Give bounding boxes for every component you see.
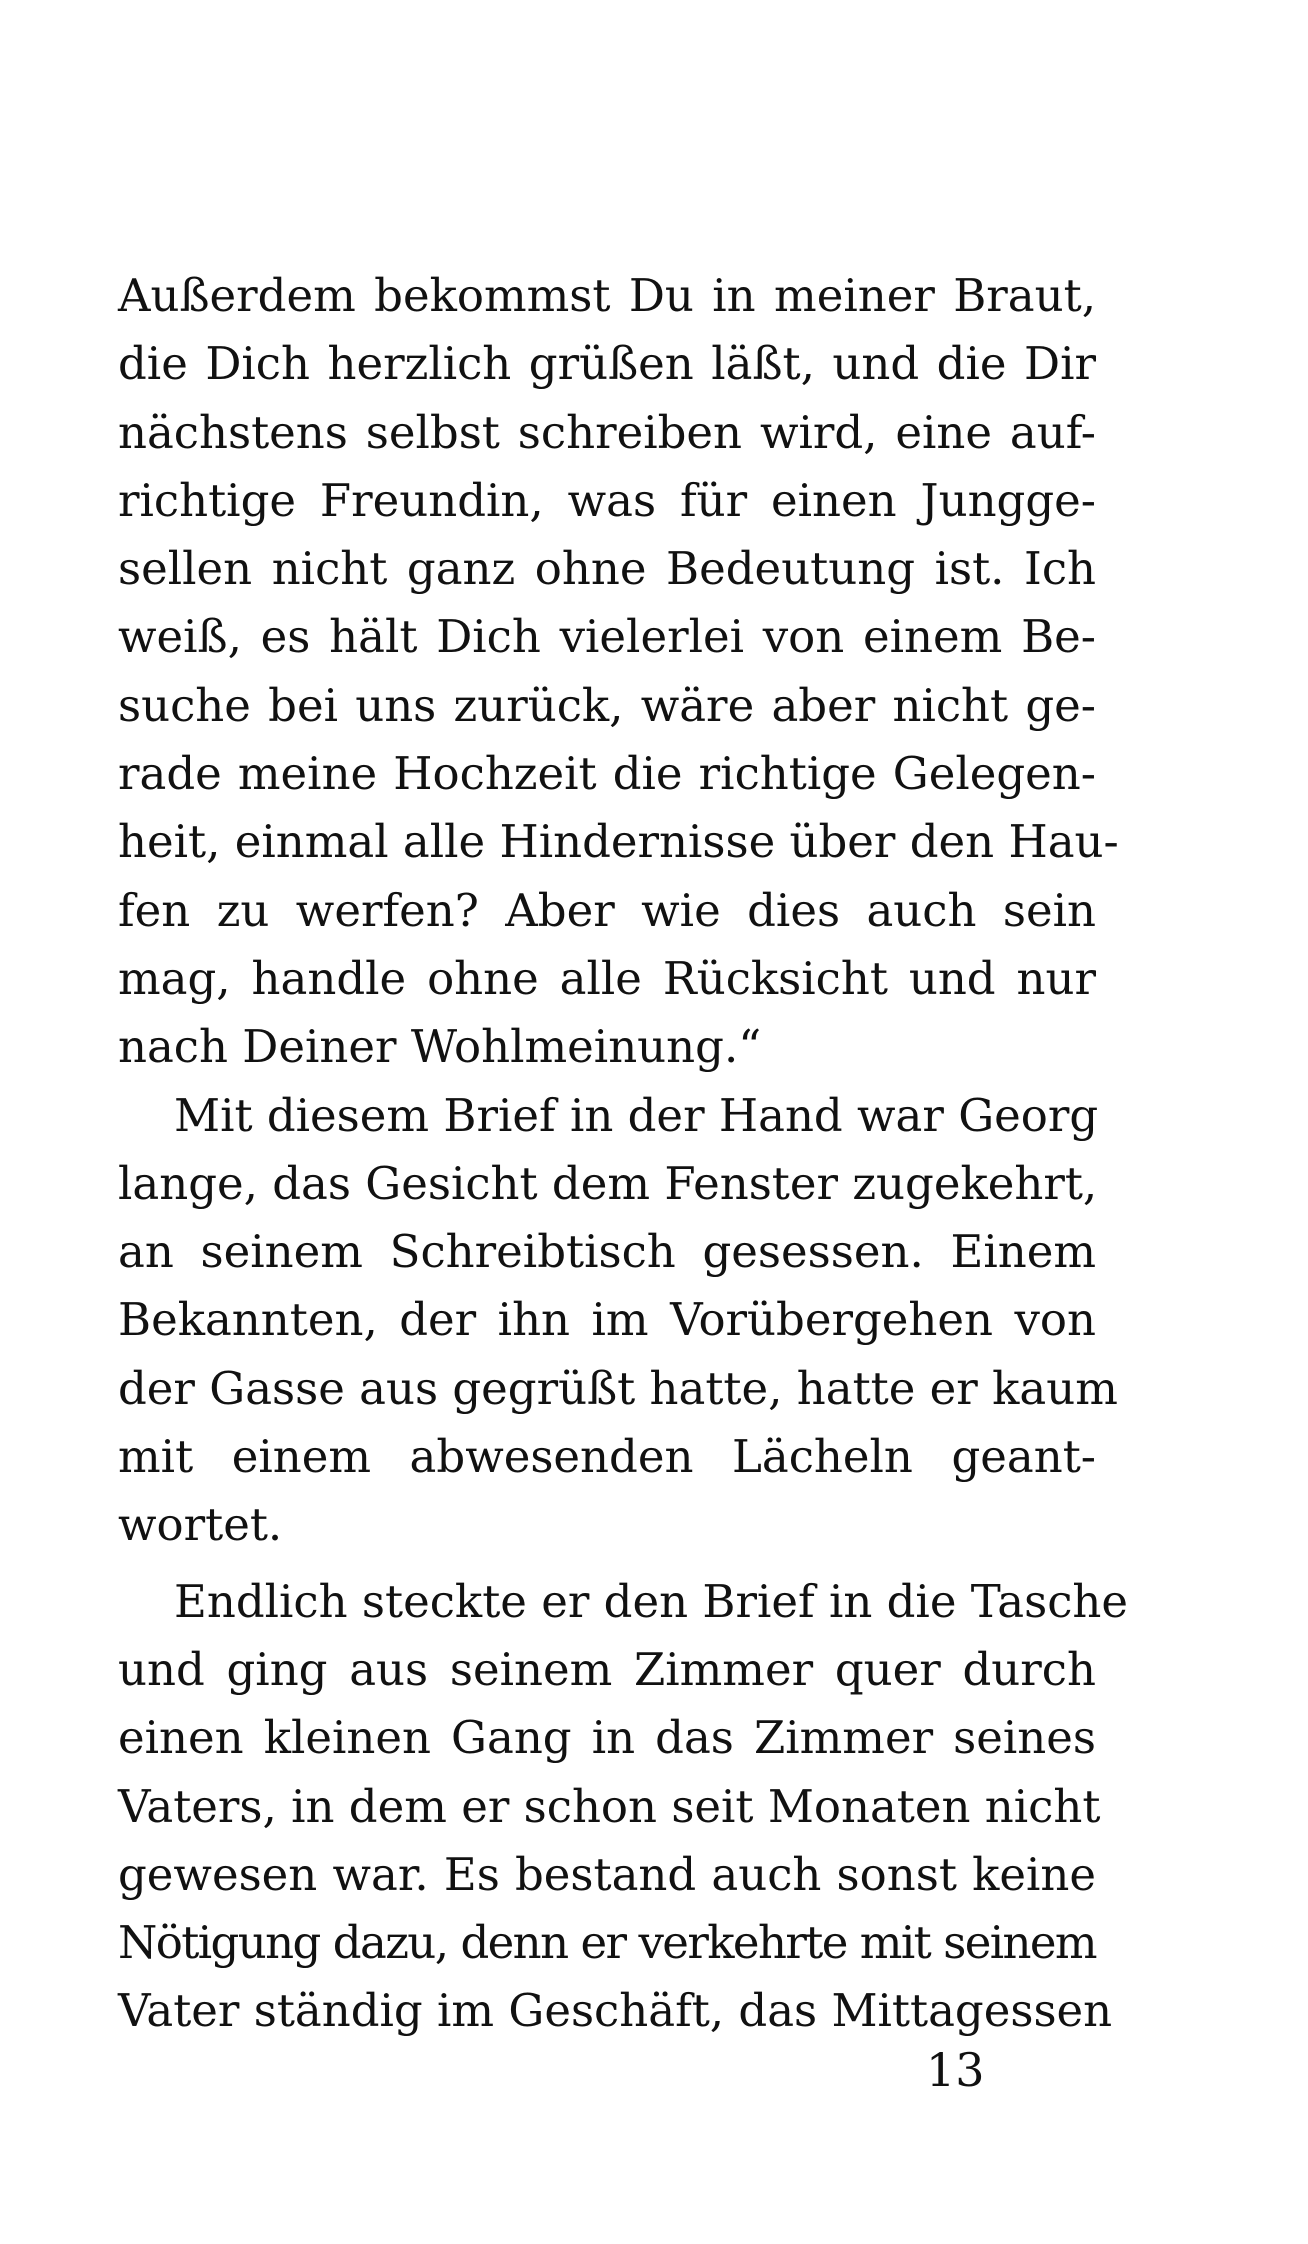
text-line: Nötigung dazu, denn er verkehrte mit seinem xyxy=(118,1916,1096,1970)
text-line: mit einem abwesenden Lächeln geant- xyxy=(118,1430,1096,1484)
text-line: gewesen war. Es bestand auch sonst keine xyxy=(118,1847,1096,1901)
text-line: weiß, es hält Dich vielerlei von einem Be- xyxy=(118,610,1096,664)
text-line: Endlich steckte er den Brief in die Tasche xyxy=(174,1574,1129,1628)
text-line: Bekannten, der ihn im Vorübergehen von xyxy=(118,1293,1096,1347)
text-line: fen zu werfen? Aber wie dies auch sein xyxy=(118,883,1096,937)
paragraph-gap xyxy=(118,1560,1096,1568)
text-line: die Dich herzlich grüßen läßt, und die Dir xyxy=(118,337,1096,391)
text-line: nach Deiner Wohlmeinung.“ xyxy=(118,1020,762,1074)
text-line: mag, handle ohne alle Rücksicht und nur xyxy=(118,951,1096,1005)
body-text xyxy=(118,262,1129,2046)
text-line: Mit diesem Brief in der Hand war Georg xyxy=(174,1088,1099,1142)
text-line: Vaters, in dem er schon seit Monaten nicht xyxy=(118,1779,1101,1833)
text-line: nächstens selbst schreiben wird, eine auf- xyxy=(118,405,1096,459)
text-line: rade meine Hochzeit die richtige Gelegen- xyxy=(118,747,1096,801)
text-line: richtige Freundin, was für einen Jungge- xyxy=(118,473,1096,527)
text-line: heit, einmal alle Hindernisse über den Hau- xyxy=(118,815,1119,869)
text-line: Außerdem bekommst Du in meiner Braut, xyxy=(118,269,1096,322)
page-number: 13 xyxy=(926,2043,985,2097)
text-line: wortet. xyxy=(118,1498,283,1552)
text-line: lange, das Gesicht dem Fenster zugekehrt, xyxy=(118,1156,1098,1210)
text-line: Vater ständig im Geschäft, das Mittagessen xyxy=(118,1984,1113,2038)
text-line: einen kleinen Gang in das Zimmer seines xyxy=(118,1711,1096,1765)
text-line: an seinem Schreibtisch gesessen. Einem xyxy=(118,1225,1096,1279)
text-line: und ging aus seinem Zimmer quer durch xyxy=(118,1642,1096,1696)
text-line: der Gasse aus gegrüßt hatte, hatte er kaum xyxy=(118,1361,1118,1415)
text-line: suche bei uns zurück, wäre aber nicht ge- xyxy=(118,678,1096,732)
text-line: sellen nicht ganz ohne Bedeutung ist. Ich xyxy=(118,542,1096,596)
